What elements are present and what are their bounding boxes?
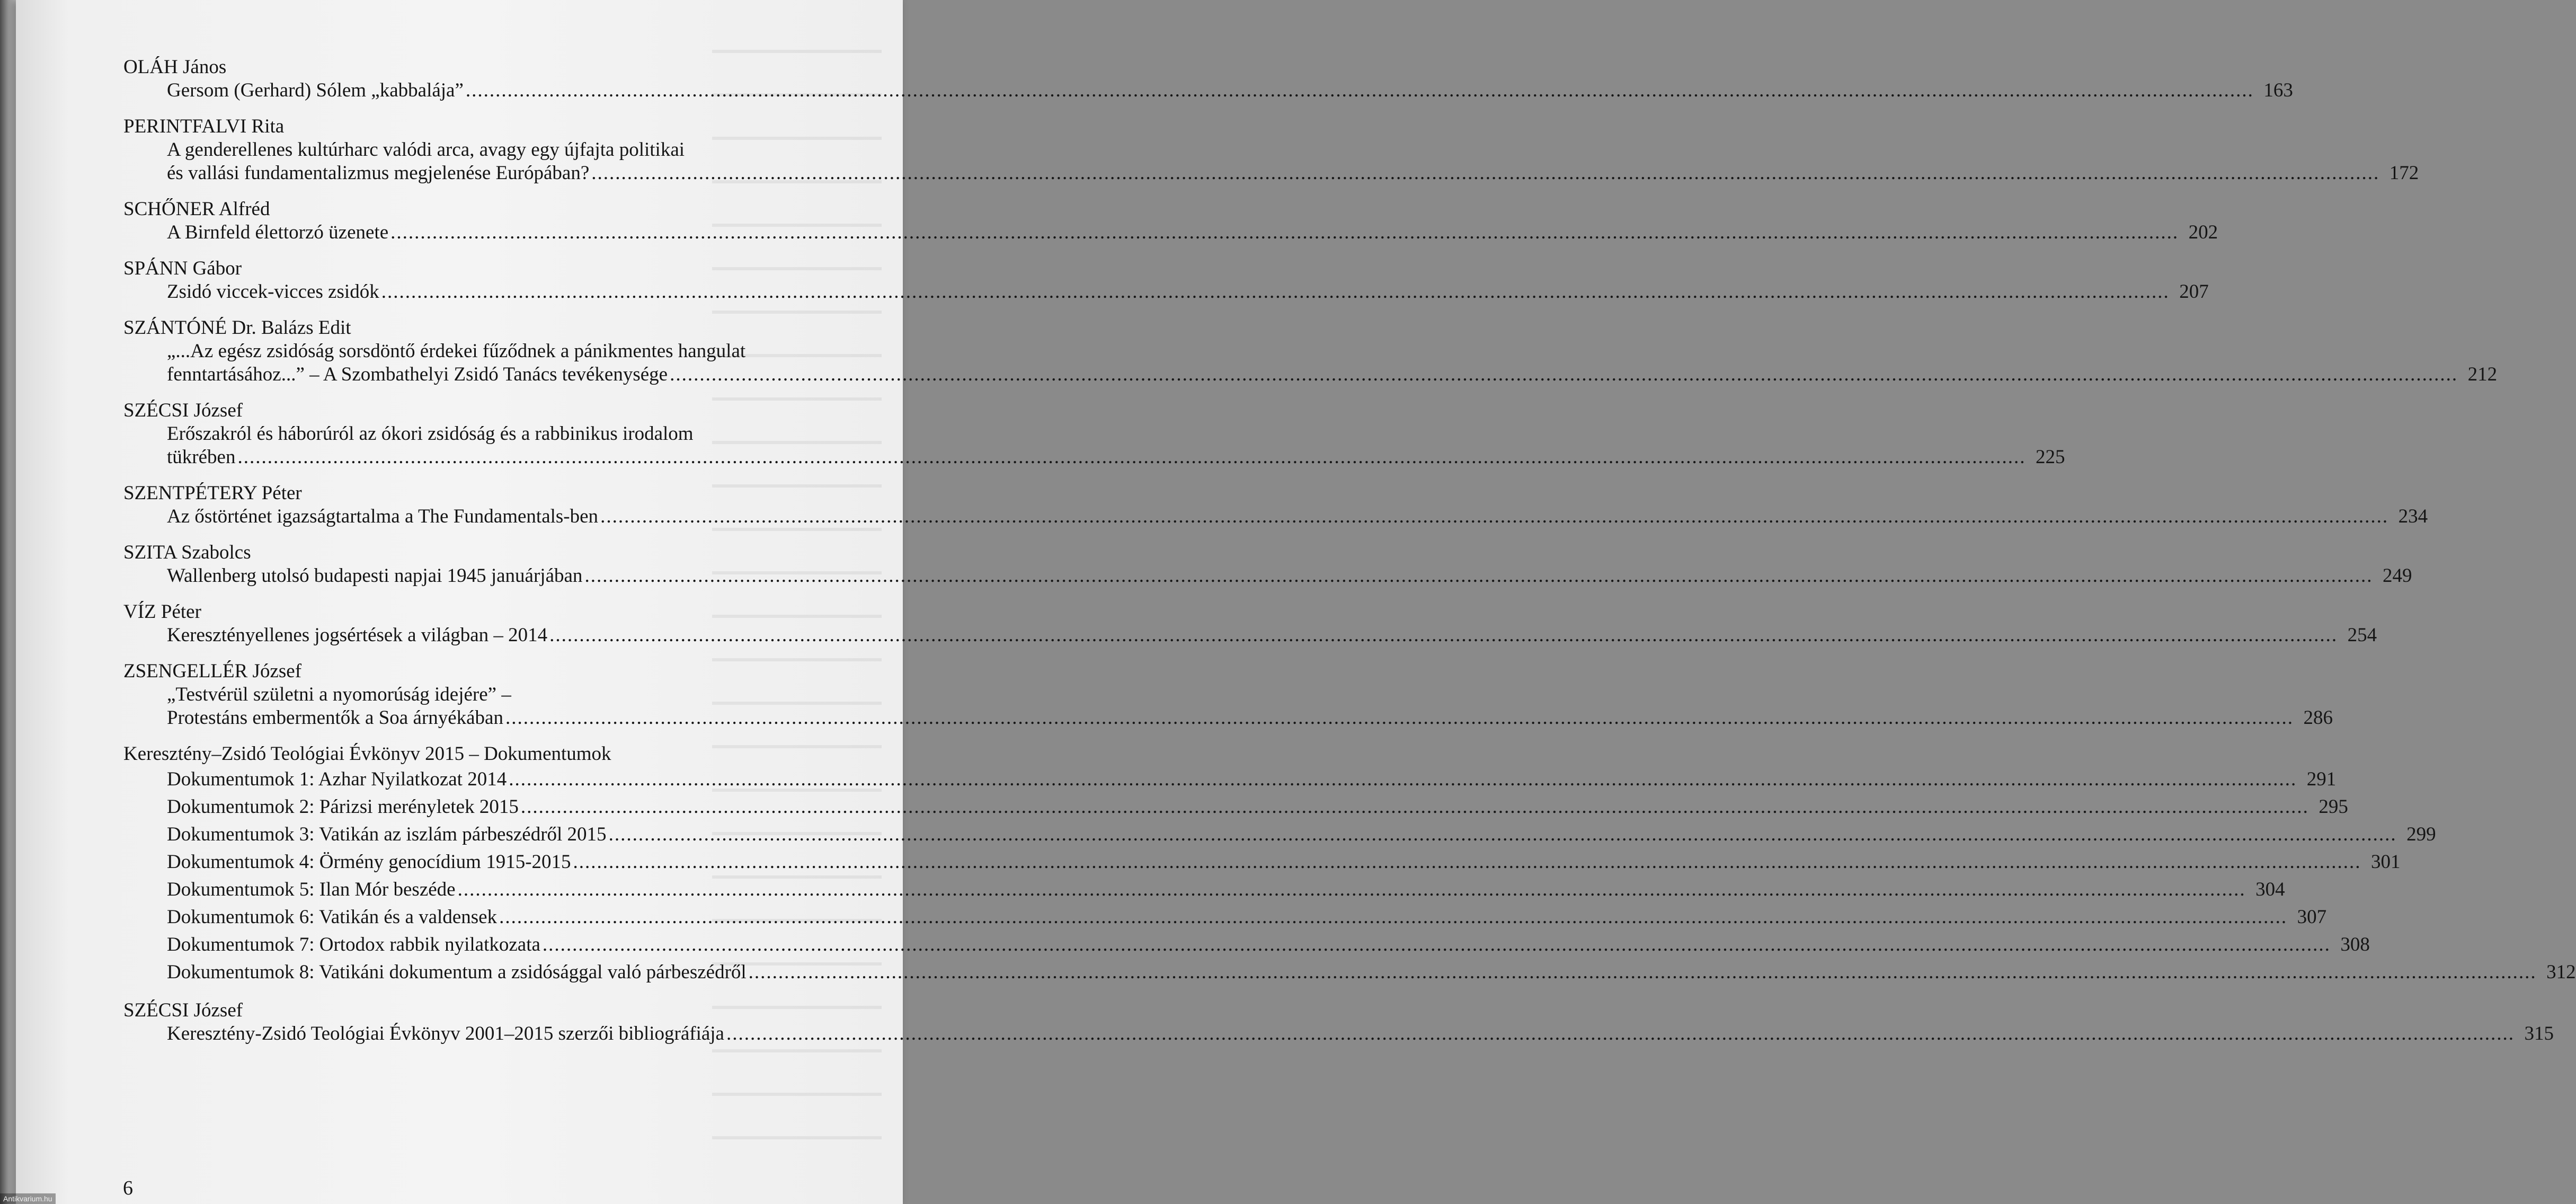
toc-title-line [167,564,2412,588]
toc-entry [109,115,2419,185]
toc-page-number: 312 [2546,961,2576,983]
toc-title: Wallenberg utolsó budapesti napjai 1945 januárjában [167,565,583,587]
toc-page-number: 308 [2340,934,2370,955]
page-number: 6 [123,1177,133,1199]
toc-author: SZÁNTÓNÉ Dr. Balázs Edit [123,317,351,339]
toc-leader-dots: ............................................................................................................................................................................................................................................................................................................ [237,446,2026,468]
toc-page-number: 301 [2371,851,2401,873]
toc-page-number: 234 [2398,506,2428,527]
toc-title: Dokumentumok 5: Ilan Mór beszéde [167,879,456,900]
toc-title-line [167,959,2576,986]
toc-title-line [167,221,2218,244]
toc-title-line [167,904,2327,931]
toc-page-number: 163 [2263,79,2293,101]
table-of-contents [109,56,2576,1058]
toc-leader-dots: ............................................................................................................................................................................................................................................................................................................ [509,768,2297,790]
toc-entry [109,56,2293,102]
toc-page-number: 291 [2306,768,2337,790]
toc-leader-dots: ............................................................................................................................................................................................................................................................................................................ [499,906,2288,928]
toc-author: ZSENGELLÉR József [123,660,302,682]
toc-title-line [167,162,2419,185]
toc-page-number: 202 [2188,222,2218,243]
toc-entry [109,198,2218,244]
toc-title: Zsidó viccek-vicces zsidók [167,281,379,303]
toc-author: VÍZ Péter [123,601,201,623]
toc-author: SZÉCSI József [123,400,243,421]
toc-title: tükrében [167,446,236,468]
toc-title-line [167,706,2333,730]
toc-leader-dots: ............................................................................................................................................................................................................................................................................................................ [591,162,2380,184]
toc-documents-heading: Keresztény–Zsidó Teológiai Évkönyv 2015 – Dokumentumok [123,743,611,765]
toc-leader-dots: ............................................................................................................................................................................................................................................................................................................ [390,222,2179,243]
toc-page-number: 254 [2347,624,2377,646]
toc-leader-dots: ............................................................................................................................................................................................................................................................................................................ [584,565,2373,587]
toc-title: A Birnfeld élettorzó üzenete [167,222,389,243]
toc-title: Dokumentumok 6: Vatikán és a valdensek [167,906,498,928]
toc-title: fenntartásához...” – A Szombathelyi Zsidó Tanács tevékenysége [167,364,668,385]
toc-entry [109,600,2377,647]
toc-entry [109,399,2065,469]
toc-page-number: 207 [2179,281,2209,303]
toc-leader-dots: ............................................................................................................................................................................................................................................................................................................ [457,879,2246,900]
toc-leader-dots: ............................................................................................................................................................................................................................................................................................................ [520,796,2309,818]
toc-leader-dots: ............................................................................................................................................................................................................................................................................................................ [573,851,2361,873]
toc-title: Dokumentumok 3: Vatikán az iszlám párbeszédről 2015 [167,824,607,845]
toc-author: SZÉCSI József [123,999,243,1021]
toc-page-number: 304 [2255,879,2285,900]
toc-page-number: 225 [2035,446,2065,468]
toc-title: A genderellenes kultúrharc valódi arca, avagy egy újfajta politikai [167,139,685,161]
toc-author: SZITA Szabolcs [123,542,251,563]
toc-title-line [167,931,2370,959]
toc-title-line [167,876,2285,904]
toc-title-line [167,793,2348,821]
toc-author: OLÁH János [123,56,227,78]
toc-title: Keresztény-Zsidó Teológiai Évkönyv 2001–2015 szerzői bibliográfiája [167,1023,724,1044]
toc-title-line [167,848,2401,876]
toc-page-number: 299 [2406,824,2436,845]
toc-page-number: 249 [2382,565,2412,587]
toc-page-number: 295 [2319,796,2348,818]
watermark-logo: Antikvarium.hu [0,1193,56,1204]
toc-title: Dokumentumok 2: Párizsi merényletek 2015 [167,796,519,818]
toc-leader-dots: ............................................................................................................................................................................................................................................................................................................ [549,624,2338,646]
toc-title: Az őstörténet igazságtartalma a The Fundamentals-ben [167,506,599,527]
toc-title: Dokumentumok 7: Ortodox rabbik nyilatkozata [167,934,540,955]
toc-entry [109,541,2412,588]
toc-author: PERINTFALVI Rita [123,116,285,137]
toc-title: Keresztényellenes jogsértések a világban – 2014 [167,624,548,646]
toc-entry [109,316,2498,386]
toc-title-line [167,505,2428,528]
toc-title: Gersom (Gerhard) Sólem „kabbalája” [167,79,464,101]
toc-page-number: 286 [2303,707,2333,729]
toc-title: „...Az egész zsidóság sorsdöntő érdekei fűződnek a pánikmentes hangulat [167,340,746,362]
toc-final-entry [109,999,2554,1046]
toc-leader-dots: ............................................................................................................................................................................................................................................................................................................ [608,824,2397,845]
toc-title-line [167,446,2065,469]
toc-title: Dokumentumok 1: Azhar Nyilatkozat 2014 [167,768,507,790]
toc-title: Protestáns embermentők a Soa árnyékában [167,707,503,729]
toc-leader-dots: ............................................................................................................................................................................................................................................................................................................ [600,506,2389,527]
toc-leader-dots: ............................................................................................................................................................................................................................................................................................................ [542,934,2331,955]
toc-page-number: 307 [2297,906,2327,928]
toc-title: Dokumentumok 4: Örmény genocídium 1915-2015 [167,851,571,873]
toc-leader-dots: ............................................................................................................................................................................................................................................................................................................ [748,961,2537,983]
toc-title-line [167,79,2293,102]
toc-author: SPÁNN Gábor [123,258,242,279]
toc-title-line [167,766,2337,793]
toc-title-line [167,363,2498,386]
toc-author: SCHŐNER Alfréd [123,198,270,220]
toc-title-line [167,1022,2554,1046]
toc-documents-section [109,742,2576,986]
toc-title-line [167,821,2436,848]
toc-page-number: 212 [2467,364,2498,385]
toc-page-number: 172 [2389,162,2419,184]
toc-entries [109,56,2498,730]
toc-title: „Testvérül születni a nyomorúság idejére” – [167,684,511,705]
toc-leader-dots: ............................................................................................................................................................................................................................................................................................................ [381,281,2170,303]
toc-title: és vallási fundamentalizmus megjelenése Európában? [167,162,590,184]
toc-title-line [167,280,2209,304]
toc-documents-list [109,766,2576,986]
toc-title: Dokumentumok 8: Vatikáni dokumentum a zsidósággal való párbeszédről [167,961,747,983]
toc-leader-dots: ............................................................................................................................................................................................................................................................................................................ [726,1023,2515,1044]
toc-page-number: 315 [2524,1023,2554,1044]
toc-leader-dots: ............................................................................................................................................................................................................................................................................................................ [465,79,2254,101]
toc-leader-dots: ............................................................................................................................................................................................................................................................................................................ [505,707,2294,729]
toc-title-line [167,624,2377,647]
toc-entry [109,482,2428,528]
toc-entry [109,660,2333,730]
toc-leader-dots: ............................................................................................................................................................................................................................................................................................................ [670,364,2458,385]
toc-entry [109,257,2209,304]
toc-author: SZENTPÉTERY Péter [123,482,302,504]
toc-title: Erőszakról és háborúról az ókori zsidóság és a rabbinikus irodalom [167,423,694,445]
